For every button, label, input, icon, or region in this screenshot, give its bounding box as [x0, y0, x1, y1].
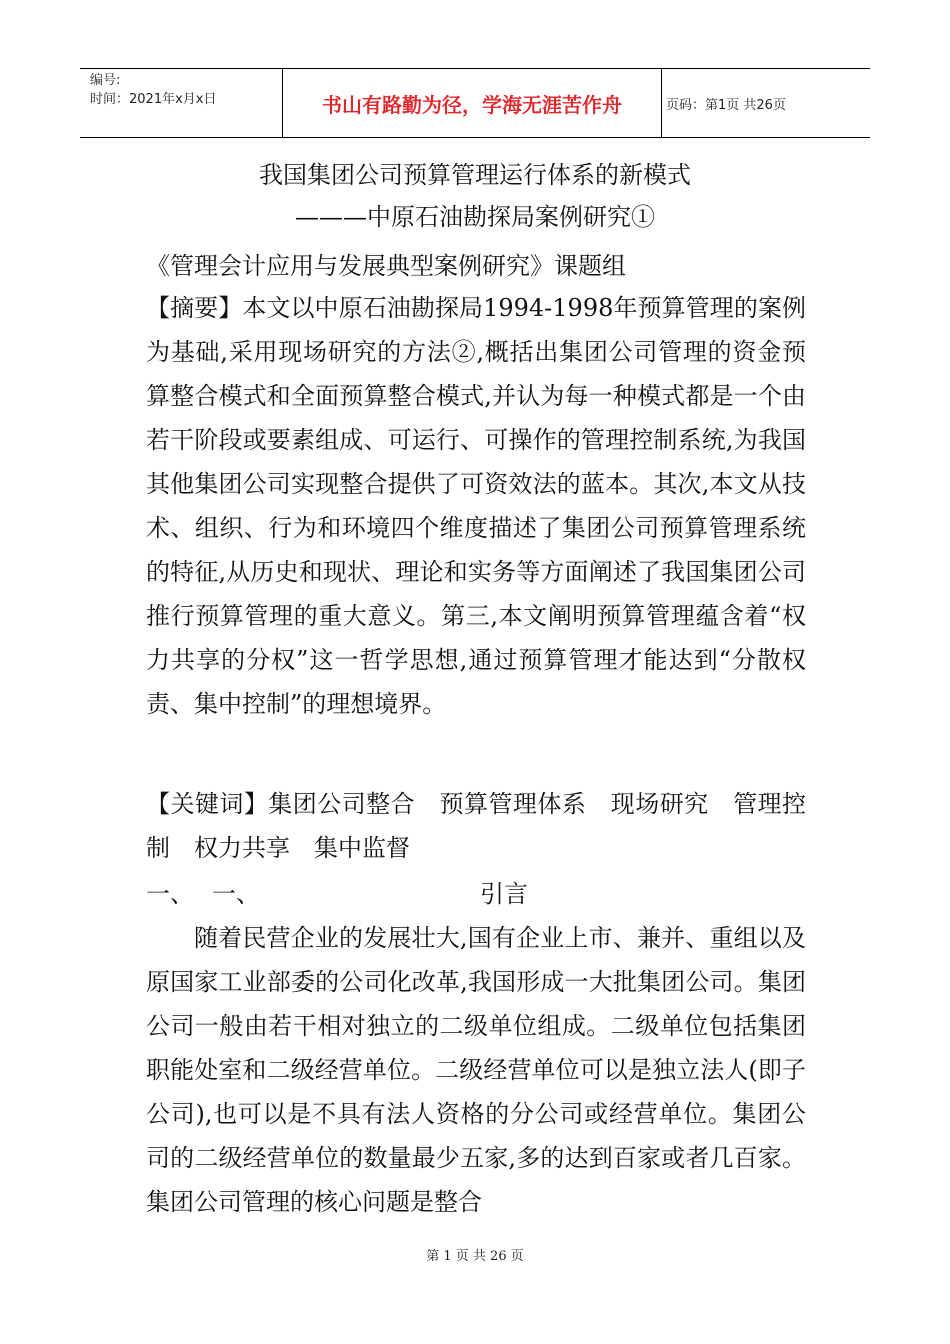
number-label: 编号: — [90, 73, 121, 88]
time-label: 时间：2021年x月x日 — [90, 92, 217, 107]
section-title: 引言 — [480, 880, 528, 908]
abstract-paragraph: 【摘要】本文以中原石油勘探局1994-1998年预算管理的案例为基础,采用现场研究的方法②,概括出集团公司管理的资金预算整合模式和全面预算整合模式,并认为每一种模式都是一个由若干阶段或要素组成、可运行、可操作的管理控制系统,为我国其他集团公司实现整合提供了可资效法的蓝本。其次,本文从技术、组织、行为和环境四个维度描述了集团公司预算管理系统的特征,从历史和现状、理论和实务等方面阐述了我国集团公司推行预算管理的重大意义。第三,本文阐明预算管理蕴含着“权力共享的分权”这一哲学思想,通过预算管理才能达到“分散权责、集中控制”的理想境界。 — [146, 294, 806, 718]
section-number-2: 一、 — [212, 880, 260, 908]
section-number-1: 一、 — [146, 880, 194, 908]
header-motto: 书山有路勤为径，学海无涯苦作舟 — [282, 69, 662, 137]
section-heading — [146, 877, 806, 911]
page-header — [80, 68, 870, 138]
keywords-paragraph: 【关键词】集团公司整合 预算管理体系 现场研究 管理控制 权力共享 集中监督 — [146, 790, 806, 862]
document-title: 我国集团公司预算管理运行体系的新模式 — [259, 161, 691, 189]
header-page-info: 页码：第1页 共26页 — [666, 97, 786, 113]
header-meta — [90, 69, 280, 137]
document-author: 《管理会计应用与发展典型案例研究》课题组 — [146, 252, 626, 280]
body-paragraph: 随着民营企业的发展壮大,国有企业上市、兼并、重组以及原国家工业部委的公司化改革,我国形成一大批集团公司。集团公司一般由若干相对独立的二级单位组成。二级单位包括集团职能处室和二级经营单位。二级经营单位可以是独立法人(即子公司),也可以是不具有法人资格的分公司或经营单位。集团公司的二级经营单位的数量最少五家,多的达到百家或者几百家。集团公司管理的核心问题是整合 — [146, 924, 806, 1216]
page-footer: 第 1 页 共 26 页 — [426, 1249, 524, 1264]
document-subtitle: ———中原石油勘探局案例研究① — [295, 203, 655, 231]
